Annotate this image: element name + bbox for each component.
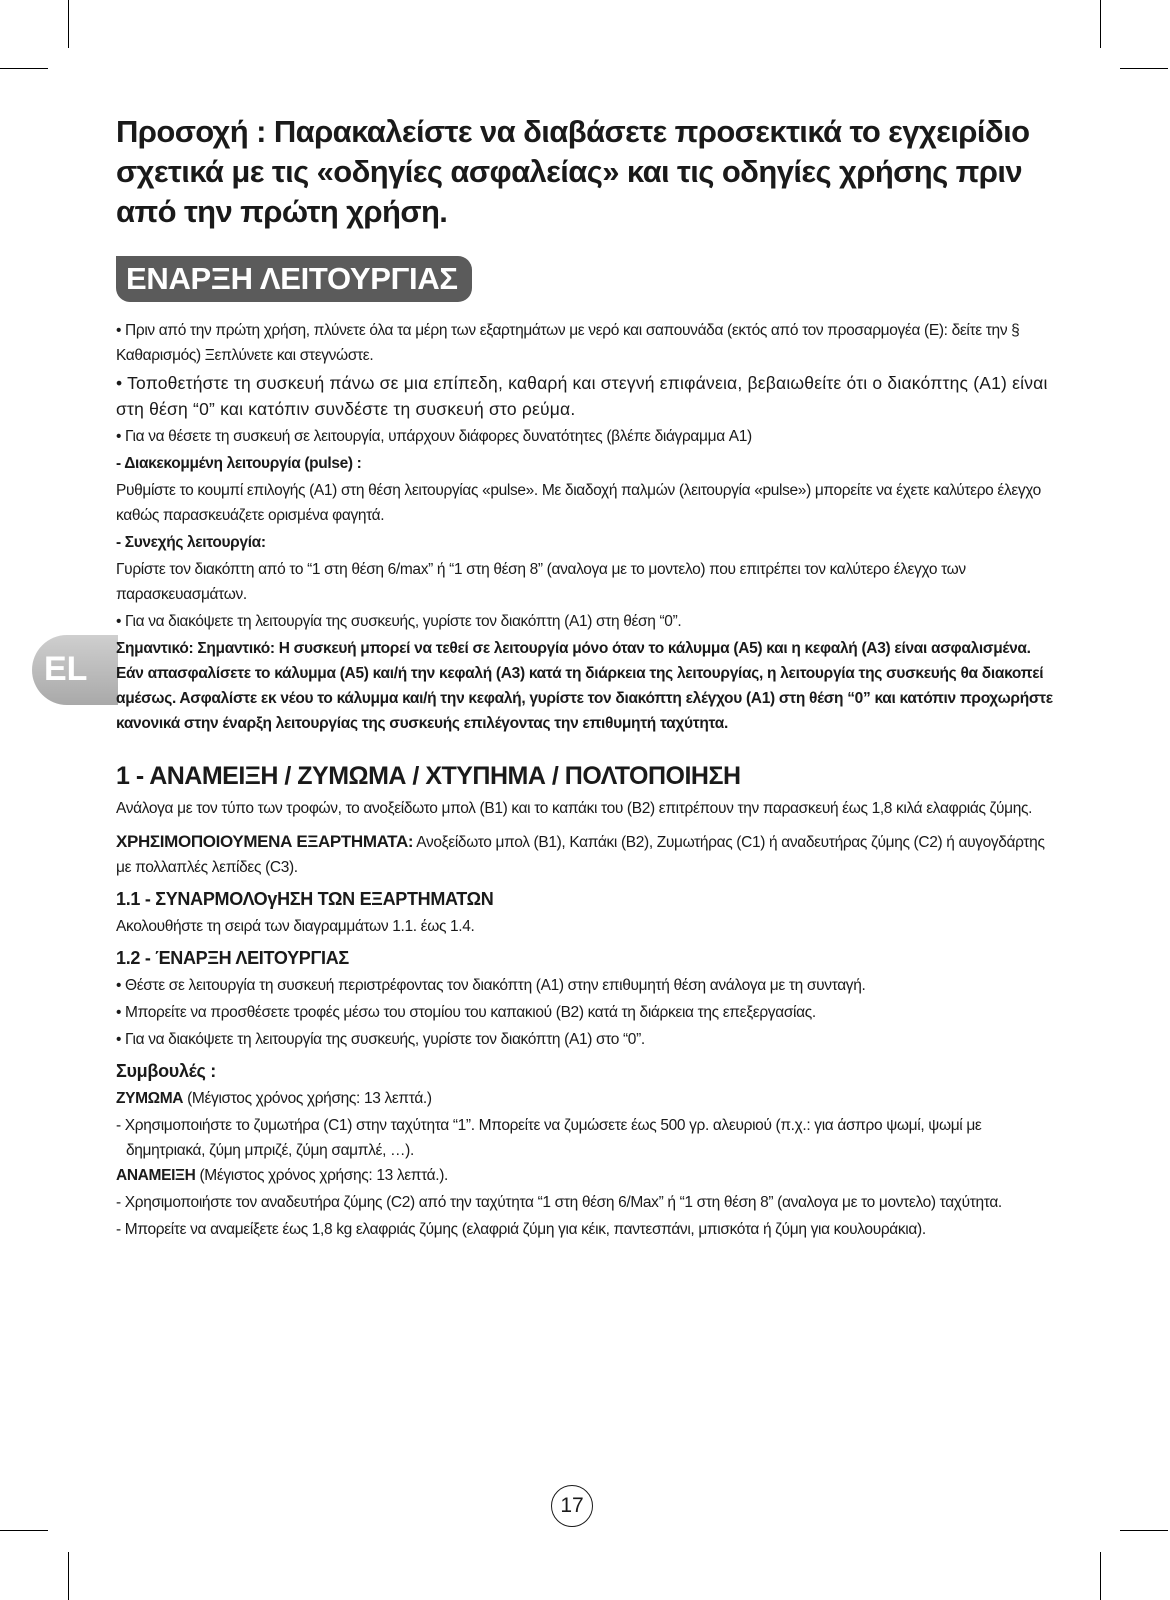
start-bullet-wash: • Πριν από την πρώτη χρήση, πλύνετε όλα τα μέρη των εξαρτημάτων με νερό και σαπουνάδα (εκτός από τον προσαρμογέα (E): δείτε την § Καθαρισμός) Ξεπλύνετε και στεγνώστε. bbox=[116, 322, 1020, 364]
crop-mark bbox=[0, 68, 48, 69]
crop-mark bbox=[1100, 0, 1101, 48]
continuous-title: - Συνεχής λειτουργία: bbox=[116, 534, 266, 551]
accessories-paragraph bbox=[116, 829, 1054, 880]
section-1-intro: Ανάλογα με τον τύπο των τροφών, το ανοξείδωτο μπολ (B1) και το καπάκι του (B2) επιτρέπουν την παρασκευή έως 1,8 κιλά ελαφριάς ζύμης. bbox=[116, 800, 1033, 817]
crop-mark bbox=[1100, 1552, 1101, 1600]
crop-mark bbox=[68, 1552, 69, 1600]
section-badge: ΕΝΑΡΞΗ ΛΕΙΤΟΥΡΓΙΑΣ bbox=[116, 256, 472, 302]
important-warning: Σημαντικό: Σημαντικό: Η συσκευή μπορεί να τεθεί σε λειτουργία μόνο όταν το κάλυμμα (A5) και η κεφαλή (A3) είναι ασφαλισμένα. Εάν απασφαλίσετε το κάλυμμα (A5) και/ή την κεφαλή (A3) κατά τη διάρκεια της λειτουργίας, η λειτουργία της συσκευής θα διακοπεί αμέσως. Ασφαλίστε εκ νέου το κάλυμμα και/ή την κεφαλή, γυρίστε τον διακόπτη ελέγχου (A1) στη θέση “0” και κατόπιν προχωρήστε κανονικά στην έναρξη λειτουργίας της συσκευής επιλέγοντας την επιθυμητή ταχύτητα. bbox=[116, 640, 1053, 732]
mixing-time: (Μέγιστος χρόνος χρήσης: 13 λεπτά.). bbox=[195, 1167, 449, 1184]
kneading-heading bbox=[116, 1086, 1054, 1111]
mixing-label: ΑΝΑΜΕΙΞΗ bbox=[116, 1167, 196, 1184]
stop-bullet: • Για να διακόψετε τη λειτουργία της συσκευής, γυρίστε τον διακόπτη (A1) στη θέση “0”. bbox=[116, 613, 682, 630]
pulse-text: Ρυθμίστε το κουμπί επιλογής (A1) στη θέση λειτουργίας «pulse». Με διαδοχή παλμών (λειτουργία «pulse») μπορείτε να έχετε καλύτερο έλεγχο καθώς παρασκευάζετε ορισμένα φαγητά. bbox=[116, 482, 1041, 524]
crop-mark bbox=[0, 1530, 48, 1531]
intro-warning: Προσοχή : Παρακαλείστε να διαβάσετε προσεκτικά το εγχειρίδιο σχετικά με τις «οδηγίες ασφαλείας» και τις οδηγίες χρήσης πριν από την πρώτη χρήση. bbox=[116, 114, 1030, 229]
language-tab-label: EL bbox=[44, 650, 88, 688]
start-bullet-place: • Τοποθετήστε τη συσκευή πάνω σε μια επίπεδη, καθαρή και στεγνή επιφάνεια, βεβαιωθείτε ότι ο διακόπτης (A1) είναι στη θέση “0” και κατόπιν συνδέστε τη συσκευή στο ρεύμα. bbox=[116, 373, 1048, 419]
tips-title: Συμβουλές : bbox=[116, 1061, 216, 1081]
language-tab bbox=[32, 635, 118, 705]
section-1-2-bullet-3: • Για να διακόψετε τη λειτουργία της συσκευής, γυρίστε τον διακόπτη (A1) στο “0”. bbox=[116, 1031, 645, 1048]
section-1-1-text: Ακολουθήστε τη σειρά των διαγραμμάτων 1.1. έως 1.4. bbox=[116, 918, 475, 935]
crop-mark bbox=[1120, 68, 1168, 69]
section-1-1-title: 1.1 - ΣΥΝΑΡΜΟΛΟγΗΣΗ ΤΩΝ ΕΞΑΡΤΗΜΑΤΩΝ bbox=[116, 889, 494, 909]
section-1-2-bullet-1: • Θέστε σε λειτουργία τη συσκευή περιστρέφοντας τον διακόπτη (A1) στην επιθυμητή θέση ανάλογα με τη συνταγή. bbox=[116, 977, 866, 994]
mixing-text-2: - Μπορείτε να αναμείξετε έως 1,8 kg ελαφριάς ζύμης (ελαφριά ζύμη για κέικ, παντεσπάνι, μπισκότα ή ζύμη για κουλουράκια). bbox=[116, 1221, 926, 1238]
section-1-2-bullet-2: • Μπορείτε να προσθέσετε τροφές μέσω του στομίου του καπακιού (B2) κατά τη διάρκεια της επεξεργασίας. bbox=[116, 1004, 816, 1021]
pulse-title: - Διακεκομμένη λειτουργία (pulse) : bbox=[116, 455, 362, 472]
continuous-text: Γυρίστε τον διακόπτη από το “1 στη θέση 6/max” ή “1 στη θέση 8” (αναλογα με το μοντελο) που επιτρέπει τον καλύτερο έλεγχο των παρασκευασμάτων. bbox=[116, 561, 966, 603]
crop-mark bbox=[68, 0, 69, 48]
accessories-label: ΧΡΗΣΙΜΟΠΟΙΟΥΜΕΝΑ ΕΞΑΡΤΗΜΑΤΑ: bbox=[116, 832, 414, 851]
accessories-text: Ανοξείδωτο μπολ (B1), Καπάκι (B2), Ζυμωτήρας (C1) ή αναδευτήρας ζύμης (C2) ή αυγογδάρτης με πολλαπλές λεπίδες (C3). bbox=[116, 834, 1045, 876]
mixing-text-1: - Χρησιμοποιήστε τον αναδευτήρα ζύμης (C2) από την ταχύτητα “1 στη θέση 6/Max” ή “1 στη θέση 8” (αναλογα με το μοντελο) ταχύτητα. bbox=[116, 1194, 1002, 1211]
kneading-time: (Μέγιστος χρόνος χρήσης: 13 λεπτά.) bbox=[183, 1090, 432, 1107]
kneading-label: ΖΥΜΩΜΑ bbox=[116, 1090, 184, 1107]
mixing-heading bbox=[116, 1163, 1054, 1188]
section-1-2-title: 1.2 - ΈΝΑΡΞΗ ΛΕΙΤΟΥΡΓΙΑΣ bbox=[116, 948, 349, 968]
kneading-text: - Χρησιμοποιήστε το ζυμωτήρα (C1) στην ταχύτητα “1”. Μπορείτε να ζυμώσετε έως 500 γρ. αλευριού (π.χ.: για άσπρο ψωμί, ψωμί με δημητριακά, ζύμη μπριζέ, ζύμη σαμπλέ, …). bbox=[116, 1117, 982, 1159]
crop-mark bbox=[1120, 1530, 1168, 1531]
section-1-title: 1 - ΑΝΑΜΕΙΞΗ / ΖΥΜΩΜΑ / ΧΤΥΠΗΜΑ / ΠΟΛΤΟΠΟΙΗΣΗ bbox=[116, 762, 741, 790]
page-content bbox=[116, 112, 1054, 1242]
start-bullet-options: • Για να θέσετε τη συσκευή σε λειτουργία, υπάρχουν διάφορες δυνατότητες (βλέπε διάγραμμα A1) bbox=[116, 428, 752, 445]
page-number: 17 bbox=[551, 1485, 593, 1527]
